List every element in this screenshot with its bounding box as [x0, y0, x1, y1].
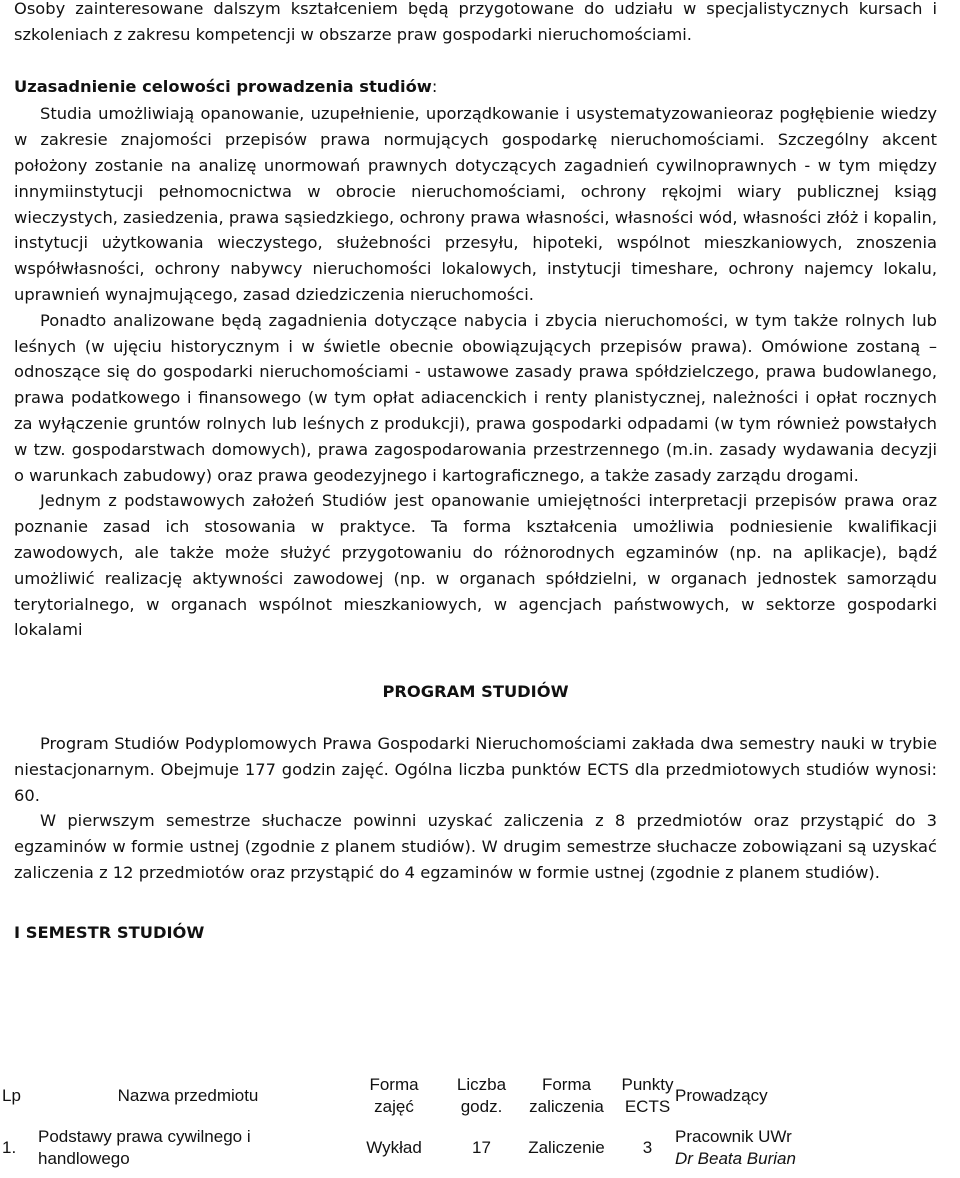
program-paragraph-1: Program Studiów Podyplomowych Prawa Gospodarki Nieruchomościami zakłada dwa semestry nauki w trybie niestacjonarnym. Obejmuje 177 godzin zajęć. Ogólna liczba punktów ECTS dla przedmiotowych studiów wynosi: 60. [14, 733, 937, 805]
rationale-heading-line [14, 74, 937, 100]
rationale-paragraph-3: Jednym z podstawowych założeń Studiów jest opanowanie umiejętności interpretacji przepisów prawa oraz poznanie zasad ich stosowania w praktyce. Ta forma kształcenia umożliwia podniesienie kwalifikacji zawodowych, ale także może służyć przygotowaniu do różnorodnych egzaminów (np. na aplikacje), bądź umożliwić realizację aktywności zawodowej (np. w organach spółdzielni, w organach jednostek samorządu terytorialnego, w organach wspólnot mieszkaniowych, w agencjach państwowych, w sektorze gospodarki lokalami [14, 491, 937, 640]
header-hours-line-2: godz. [460, 1097, 503, 1116]
spacer [14, 48, 937, 74]
header-credit-form-line-2: zaliczenia [529, 1097, 604, 1116]
rationale-paragraph-2: Ponadto analizowane będą zagadnienia dotyczące nabycia i zbycia nieruchomości, w tym także rolnych lub leśnych (w ujęciu historycznym i w świetle obecnie obowiązujących przepisów prawa). Omówione zostaną – odnoszące się do gospodarki nieruchomościami - ustawowe zasady prawa spółdzielczego, prawa budowlanego, prawa podatkowego i finansowego (w tym opłat adiacenckich i renty planistycznej, należności i opłat rocznych za wyłączenie gruntów rolnych lub leśnych z produkcji), prawa gospodarki odpadami (w tym również powstałych w tzw. gospodarstwach domowych), prawa zagospodarowania przestrzennego (m.in. zasady wydawania decyzji o warunkach zabudowy) oraz prawa geodezyjnego i kartograficznego, a także zasady zarządu drogami. [14, 310, 937, 485]
header-class-form [338, 1069, 450, 1123]
cell-subject-name [38, 1123, 338, 1173]
cell-lecturer-line-1: Pracownik UWr [675, 1127, 792, 1146]
rationale-heading: Uzasadnienie celowości prowadzenia studiów [14, 76, 432, 96]
cell-credit-form: Zaliczenie [528, 1138, 605, 1157]
rationale-heading-colon: : [431, 76, 438, 96]
semester-1-heading: I SEMESTR STUDIÓW [14, 922, 205, 942]
header-hours-line-1: Liczba [456, 1075, 507, 1094]
header-lecturer: Prowadzący [675, 1086, 768, 1105]
cell-class-form: Wykład [366, 1138, 422, 1157]
header-class-form-line-2: zajęć [374, 1097, 414, 1116]
cell-subject-name-line-1: Podstawy prawa cywilnego i [38, 1127, 251, 1146]
rationale-paragraph-1-first-line: Studia umożliwiają opanowanie, uzupełnienie, uporządkowanie i usystematyzowanieoraz [40, 104, 774, 124]
cell-lecturer-line-2: Dr Beata Burian [675, 1149, 796, 1168]
header-credit-form-line-1: Forma [541, 1075, 592, 1094]
cell-hours: 17 [472, 1138, 491, 1157]
table-header-row [2, 1069, 835, 1123]
rationale-paragraph-1 [14, 101, 937, 307]
cell-lp: 1. [2, 1138, 17, 1157]
table-row [2, 1123, 835, 1173]
header-ects-line-1: Punkty [621, 1075, 674, 1094]
header-class-form-line-1: Forma [369, 1075, 419, 1094]
header-subject-name: Nazwa przedmiotu [117, 1086, 259, 1105]
header-hours [450, 1069, 513, 1123]
rationale-paragraph-1-rest: pogłębienie wiedzy w zakresie znajomości przepisów prawa normujących gospodarkę nieruchomościami. Szczególny akcent położony zostanie na analizę unormowań prawnych dotyczących zagadnień cywilnoprawnych - w tym między innymiinstytucji pełnomocnictwa w obrocie nieruchomościami, ochrony rękojmi wiary publicznej ksiąg wieczystych, zasiedzenia, prawa sąsiedzkiego, ochrony prawa własności, własności wód, własności złóż i kopalin, instytucji użytkowania wieczystego, służebności przesyłu, hipoteki, wspólnot mieszkaniowych, znoszenia współwłasności, ochrony nabywcy nieruchomości lokalowych, instytucji timeshare, ochrony najemcy lokalu, uprawnień wynajmującego, zasad dziedziczenia nieruchomości. [14, 104, 937, 304]
header-ects-line-2: ECTS [624, 1097, 671, 1116]
header-credit-form [513, 1069, 620, 1123]
header-ects [620, 1069, 675, 1123]
document-page [14, 0, 937, 946]
program-heading: PROGRAM STUDIÓW [382, 682, 569, 702]
header-lp: Lp [2, 1086, 21, 1105]
program-paragraph-2: W pierwszym semestrze słuchacze powinni uzyskać zaliczenia z 8 przedmiotów oraz przystąpić do 3 egzaminów w formie ustnej (zgodnie z planem studiów). W drugim semestrze słuchacze zobowiązani są uzyskać zaliczenia z 12 przedmiotów oraz przystąpić do 4 egzaminów w formie ustnej (zgodnie z planem studiów). [14, 811, 937, 882]
cell-subject-name-line-2: handlowego [38, 1149, 130, 1168]
cell-ects: 3 [642, 1138, 653, 1157]
intro-paragraph: Osoby zainteresowane dalszym kształceniem będą przygotowane do udziału w specjalistycznych kursach i szkoleniach z zakresu kompetencji w obszarze praw gospodarki nieruchomościami. [14, 0, 937, 44]
cell-lecturer [675, 1123, 835, 1173]
semester-1-table [2, 1069, 835, 1173]
